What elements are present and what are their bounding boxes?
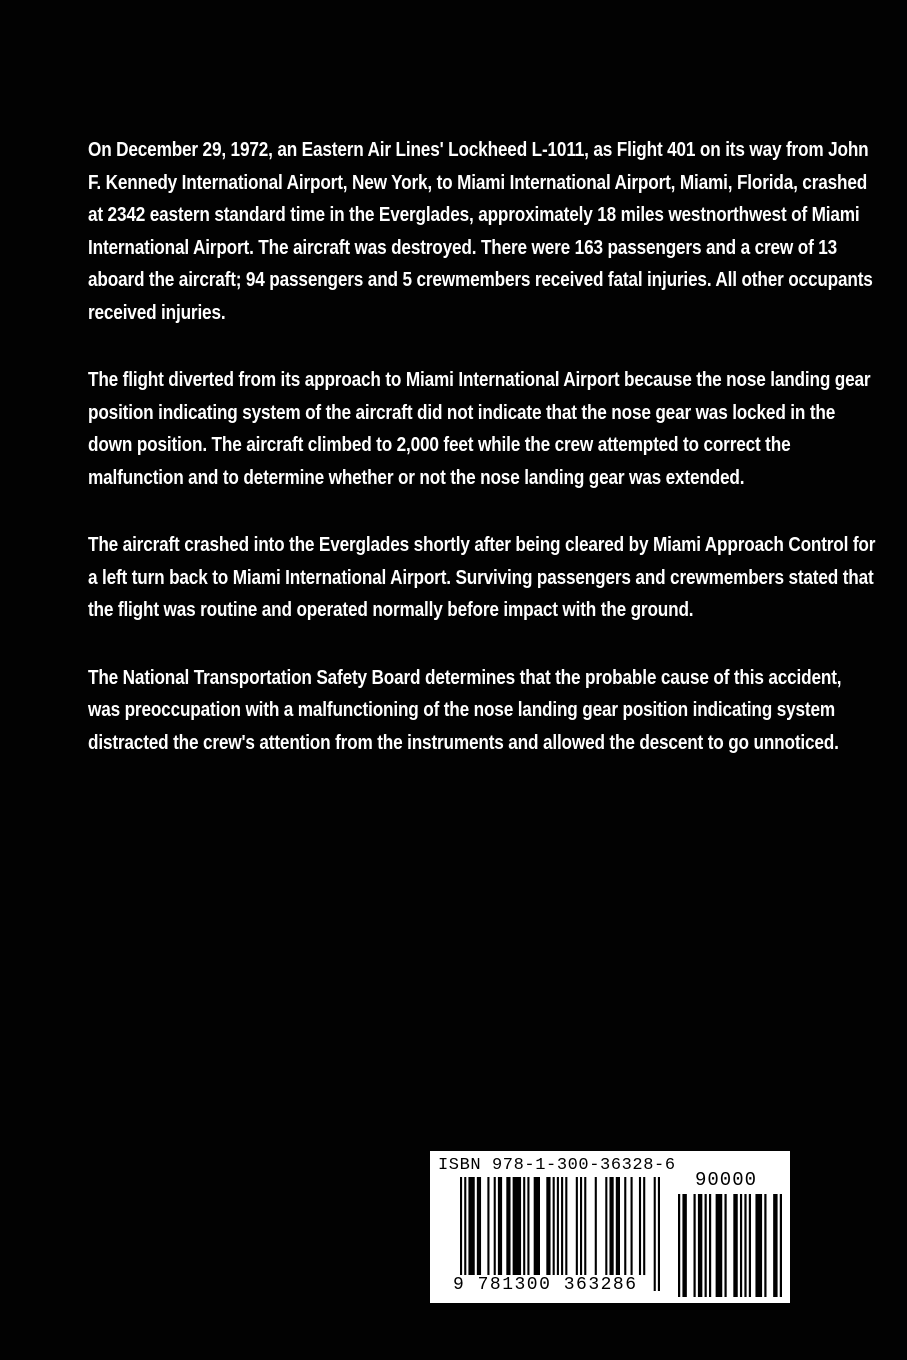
- barcode-bar: [639, 1177, 641, 1275]
- barcode-bar: [553, 1177, 555, 1275]
- barcode-addon-bar: [764, 1194, 766, 1297]
- barcode-guard-bar: [557, 1177, 559, 1291]
- barcode-addon-bar: [678, 1194, 680, 1297]
- barcode-bar: [605, 1177, 607, 1275]
- barcode-addon-bar: [698, 1194, 702, 1297]
- barcode-addon-bar: [682, 1194, 686, 1297]
- barcode-main-bars: [460, 1177, 660, 1291]
- blurb-paragraph-3: The aircraft crashed into the Everglades shortly after being cleared by Miami Approach Control for a left turn back to Miami International Airport. Surviving passengers and crewmembers stated that the flight was routine and operated normally before impact with the ground.: [88, 534, 876, 621]
- blurb-paragraph-2: The flight diverted from its approach to Miami International Airport because the nose landing gear position indicating system of the aircraft did not indicate that the nose gear was locked in the down position. The aircraft climbed to 2,000 feet while the crew attempted to correct the malfunction and to determine whether or not the nose landing gear was extended.: [88, 369, 871, 489]
- barcode-bar: [576, 1177, 578, 1275]
- barcode-addon-bar: [733, 1194, 737, 1297]
- barcode-bar: [487, 1177, 489, 1275]
- barcode-addon-bar: [740, 1194, 742, 1297]
- barcode-bar: [494, 1177, 496, 1275]
- isbn-barcode: [430, 1151, 790, 1303]
- barcode-addon-bar: [755, 1194, 762, 1297]
- barcode-addon-bar: [693, 1194, 695, 1297]
- barcode-bar: [523, 1177, 525, 1275]
- barcode-addon-bar: [744, 1194, 746, 1297]
- barcode-guard-bar: [460, 1177, 462, 1291]
- barcode-bar: [477, 1177, 481, 1275]
- barcode-bar: [468, 1177, 474, 1275]
- barcode-guard-bar: [561, 1177, 563, 1291]
- blurb-paragraph-4: The National Transportation Safety Board determines that the probable cause of this accident, was preoccupation with a malfunctioning of the nose landing gear position indicating system distracted the crew's attention from the instruments and allowed the descent to go unnoticed.: [88, 666, 842, 754]
- blurb-paragraph-1: On December 29, 1972, an Eastern Air Lines' Lockheed L-1011, as Flight 401 on its way from John F. Kennedy International Airport, New York, to Miami International Airport, Miami, Florida, crashed at 2342 eastern standard time in the Everglades, approximately 18 miles westnorthwest of Miami International Airport. The aircraft was destroyed. There were 163 passengers and a crew of 13 aboard the aircraft; 94 passengers and 5 crewmembers received fatal injuries. All other occupants received injuries.: [88, 139, 873, 324]
- barcode-bar: [527, 1177, 529, 1275]
- barcode-bar: [506, 1177, 510, 1275]
- barcode-addon-bar: [709, 1194, 711, 1297]
- barcode-bar: [513, 1177, 521, 1275]
- barcode-bar: [580, 1177, 582, 1275]
- barcode-bar: [595, 1177, 597, 1275]
- barcode-bar: [498, 1177, 502, 1275]
- barcode-bar: [584, 1177, 586, 1275]
- barcode-bar: [624, 1177, 626, 1275]
- barcode-bar: [643, 1177, 645, 1275]
- barcode-guard-bar: [464, 1177, 466, 1291]
- cover-blurb: [88, 134, 878, 794]
- barcode-guard-bar: [654, 1177, 656, 1291]
- barcode-bar: [546, 1177, 550, 1275]
- barcode-addon-bar: [716, 1194, 723, 1297]
- barcode-addon-bars: [678, 1194, 782, 1297]
- barcode-digits: 9 781300 363286: [450, 1275, 641, 1295]
- barcode-bar: [534, 1177, 540, 1275]
- barcode-bar: [631, 1177, 633, 1275]
- barcode-guard-bar: [658, 1177, 660, 1291]
- barcode-addon-bar: [749, 1194, 751, 1297]
- barcode-bar: [565, 1177, 567, 1275]
- isbn-label: ISBN 978-1-300-36328-6: [438, 1156, 676, 1175]
- barcode-bar: [609, 1177, 613, 1275]
- barcode-addon-bar: [773, 1194, 777, 1297]
- barcode-addon-bar: [705, 1194, 707, 1297]
- barcode-addon-bar: [780, 1194, 782, 1297]
- barcode-bar: [616, 1177, 620, 1275]
- barcode-addon-bar: [724, 1194, 726, 1297]
- price-code: 90000: [695, 1169, 758, 1191]
